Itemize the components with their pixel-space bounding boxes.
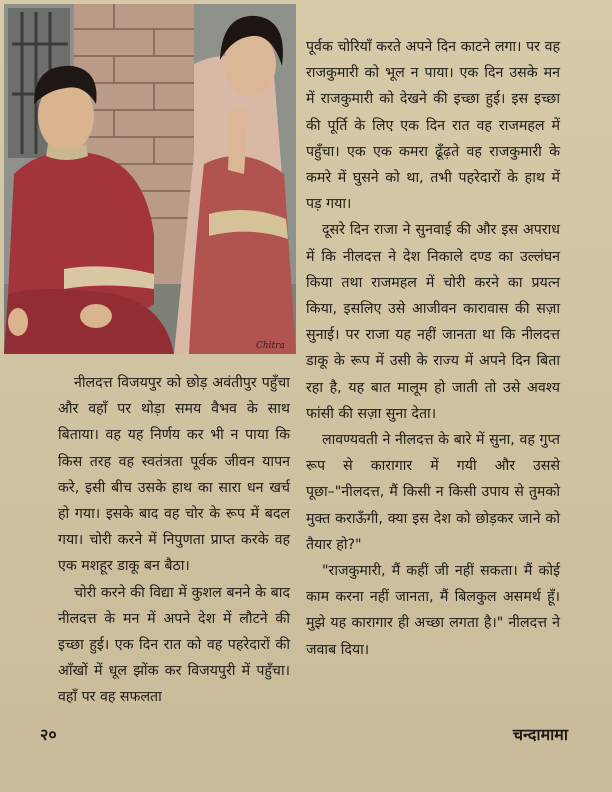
paragraph: चोरी करने की विद्या में कुशल बनने के बाद नीलदत्त के मन में अपने देश में लौटने की इच्छा हुई। एक दिन रात को वह पहरेदारों की आँखों में धूल झोंक कर विजयपुरी में पहुँचा। वहाँ पर वह सफलता bbox=[58, 584, 290, 706]
illustration-drawing bbox=[4, 4, 296, 354]
paragraph: "राजकुमारी, मैं कहीं जी नहीं सकता। मैं कोई काम करना नहीं जानता, मैं बिलकुल असमर्थ हूँ। मुझे यह कारागार ही अच्छा लगता है।" नीलदत्त ने जवाब दिया। bbox=[306, 563, 560, 658]
paragraph: लावण्यवती ने नीलदत्त के बारे में सुना, वह गुप्त रूप से कारागार में गयी और उससे पूछा–"नीलदत्त, मैं किसी न किसी उपाय से तुमको मुक्त कराऊँगी, क्या इस देश को छोड़कर जाने को तैयार हो?" bbox=[306, 432, 560, 553]
man-hand bbox=[80, 304, 112, 328]
artist-signature: Chitra bbox=[256, 341, 285, 351]
left-text-column bbox=[58, 370, 290, 711]
magazine-name: चन्दामामा bbox=[512, 725, 568, 744]
story-illustration bbox=[4, 4, 296, 354]
paragraph: पूर्वक चोरियाँ करते अपने दिन काटने लगा। पर वह राजकुमारी को भूल न पाया। एक दिन उसके मन में राजकुमारी को देखने की इच्छा हुई। इस इच्छा की पूर्ति के लिए एक दिन रात वह राजमहल में पहुँचा। एक एक कमरा ढूँढ़ते वह राजकुमारी के कमरे में घुसने को था, तभी पहरेदारों के हाथ में पड़ गया। bbox=[306, 39, 560, 213]
page-number: २० bbox=[40, 725, 57, 744]
woman-dress bbox=[189, 156, 296, 354]
right-text-column bbox=[306, 34, 560, 663]
paragraph: दूसरे दिन राजा ने सुनवाई की और इस अपराध में कि नीलदत्त ने देश निकाले दण्ड का उल्लंघन किया तथा राजमहल में चोरी करने का प्रयत्न किया, इसलिए उसे आजीवन कारावास की सज़ा सुनाई। पर राजा यह नहीं जानता था कि नीलदत्त डाकू के रूप में उसी के राज्य में अपने दिन बिता रहा है, यह बात मालूम हो जाती तो उसे अवश्य फांसी की सज़ा सुना देता। bbox=[306, 222, 560, 422]
man-other-hand bbox=[8, 308, 28, 336]
paragraph: नीलदत्त विजयपुर को छोड़ अवंतीपुर पहुँचा और वहाँ पर थोड़ा समय वैभव के साथ बिताया। वह यह निर्णय कर भी न पाया कि किस तरह वह स्वतंत्रता पूर्वक जीवन यापन करे, इसी बीच उसके हाथ का सारा धन खर्च हो गया। इसके बाद वह चोर के रूप में बदल गया। चोरी करने में निपुणता प्राप्त करके वह एक मशहूर डाकू बन बैठा। bbox=[58, 375, 290, 575]
